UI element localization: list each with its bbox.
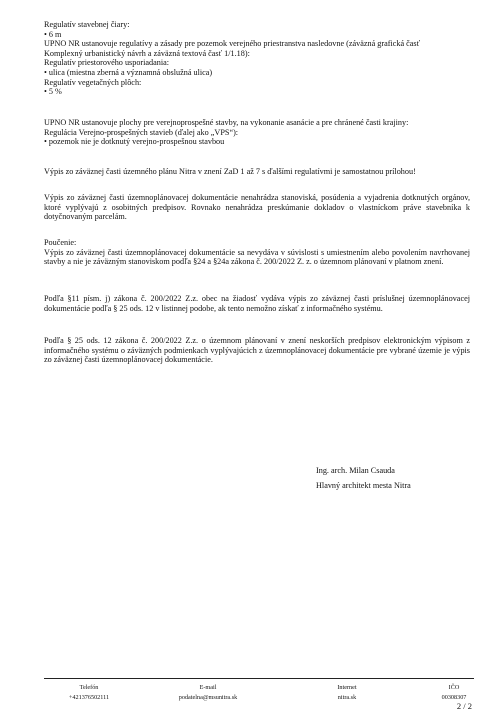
poucenie-section xyxy=(44,238,470,267)
footer-telefon-value: +421376502111 xyxy=(68,694,110,701)
footer-internet xyxy=(322,683,372,703)
page-number: 2 / 2 xyxy=(456,701,472,711)
poucenie-text: Výpis zo záväznej časti územnoplánovacej dokumentácie sa nevydáva v súvislosti s umiestnením alebo povolením navrhovanej stavby a nie je záväzným stanoviskom podľa §24 a §24a zákona č. 200/2022 Z. z. o územnom plánovaní v platnom znení. xyxy=(44,247,470,267)
regulativy-section xyxy=(44,20,470,97)
footer-internet-value: nitra.sk xyxy=(337,694,357,701)
footer-email xyxy=(158,683,258,703)
regulativ-priestoroveho-label: Regulatív priestorového usporiadania: xyxy=(44,58,170,68)
vypis-zad-paragraph: Výpis zo záväznej časti územného plánu Nitra v znení ZaD 1 až 7 s ďalšími regulatívmi je samostatnou prílohou! xyxy=(44,167,416,176)
footer-divider xyxy=(44,678,474,679)
regulativ-priestoroveho-value: • ulica (miestna zberná a významná obslužná ulica) xyxy=(44,67,213,77)
footer-ico-label: IČO xyxy=(448,684,460,691)
footer-email-value: podatelna@msunitra.sk xyxy=(178,694,238,701)
regulativ-vegetacnych-label: Regulatív vegetačných plôch: xyxy=(44,77,142,87)
vps-section xyxy=(44,118,470,147)
upno-regulativy-intro: UPNO NR ustanovuje regulatívy a zásady pre pozemok verejného priestranstva nasledovne (záväzná grafická časť xyxy=(44,39,421,49)
vps-regulacia-value: • pozemok nie je dotknutý verejno-prospešnou stavbou xyxy=(44,137,225,147)
regulativ-stavebnej-ciary-value: • 6 m xyxy=(44,29,62,39)
footer-ico-value: 00308307 xyxy=(441,694,467,701)
poucenie-title: Poučenie: xyxy=(44,238,77,247)
signature-block xyxy=(316,463,456,493)
regulativ-vegetacnych-value: • 5 % xyxy=(44,87,62,97)
footer-telefon-label: Telefón xyxy=(79,684,99,691)
vps-intro: UPNO NR ustanovuje plochy pre verejnoprospešné stavby, na vykonanie asanácie a pre chránené časti krajiny: xyxy=(44,118,409,127)
paragraf-11-paragraph: Podľa §11 písm. j) zákona č. 200/2022 Z.z. obec na žiadosť vydáva výpis zo záväznej časti príslušnej územnoplánovacej dokumentácie podľa § 25 ods. 12 v listinnej podobe, ak tento nemožno získať z informačného systému. xyxy=(44,294,470,313)
paragraf-25-paragraph: Podľa § 25 ods. 12 zákona č. 200/2022 Z.z. o územnom plánovaní v znení neskorších predpisov elektronickým výpisom z informačného systému o záväzných podmienkach vyplývajúcich z územnoplánovacej dokumentácie pre vybrané územie je výpis zo záväznej časti územnoplánovacej dokumentácie. xyxy=(44,336,470,365)
footer-telefon xyxy=(44,683,134,703)
upno-regulativy-intro-cont: Komplexný urbanistický návrh a záväzná textová časť 1/1.18): xyxy=(44,48,250,58)
footer-ico xyxy=(434,683,474,703)
nenahradza-paragraph: Výpis zo záväznej časti územnoplánovacej dokumentácie nenahrádza stanoviská, posúdenia a vyjadrenia dotknutých orgánov, ktoré vyplývajú z osobitných predpisov. Rovnako nenahrádza preskúmanie dokladov o vlastníckom práve stavebníka k dotyčnovaným parcelám. xyxy=(44,193,470,222)
signatory-name: Ing. arch. Milan Csauda xyxy=(316,466,395,475)
vps-regulacia-label: Regulácia Verejno-prospešných stavieb (ďalej ako „VPS“): xyxy=(44,127,239,137)
regulativ-stavebnej-ciary-label: Regulatív stavebnej čiary: xyxy=(44,20,130,29)
signatory-role: Hlavný architekt mesta Nitra xyxy=(316,481,411,490)
footer-internet-label: Internet xyxy=(337,684,357,691)
footer-email-label: E-mail xyxy=(199,684,217,691)
